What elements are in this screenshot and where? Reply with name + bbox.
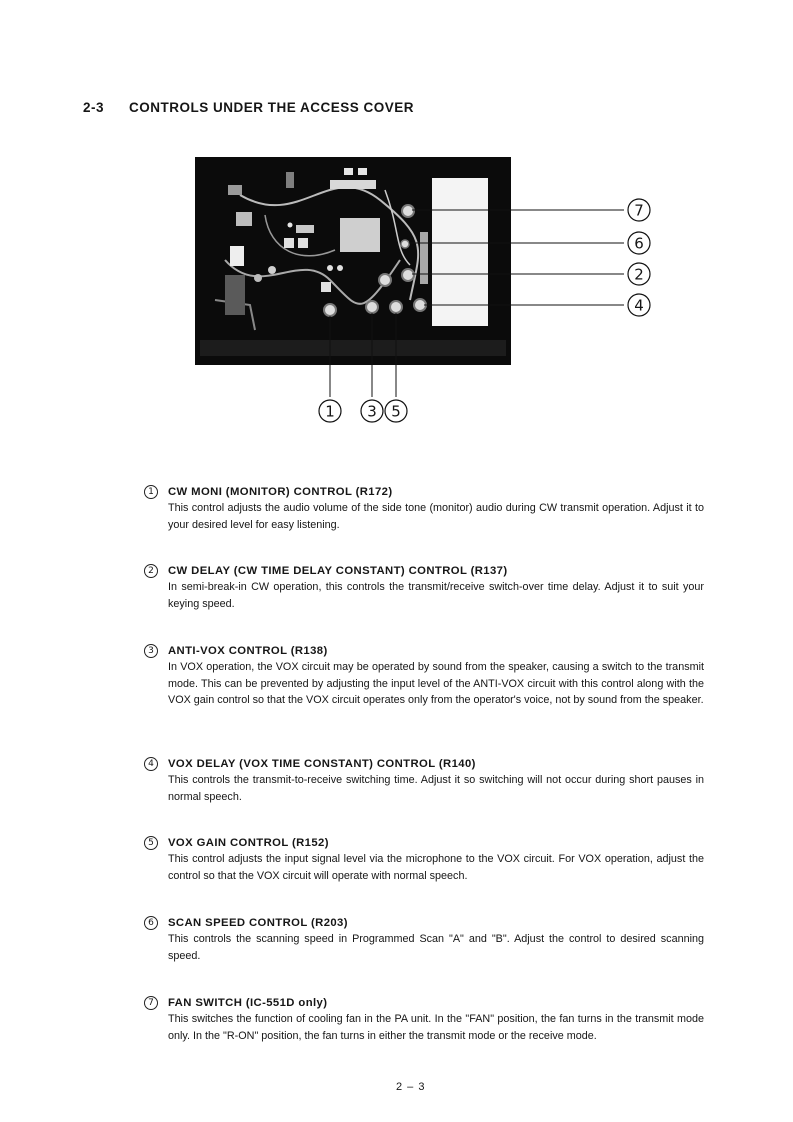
item-description: In VOX operation, the VOX circuit may be operated by sound from the speaker, causing a switch to the transmit mode. This can be prevented by adjusting the input level of the ANTI-VOX circuit with this control along with the VOX gain control so that the VOX circuit operates only from the operator's voice, not by sound from the speaker. [168,661,704,706]
item-description: This switches the function of cooling fan in the PA unit. In the "FAN" position, the fan turns in the transmit mode only. In the "R-ON" position, the fan turns in either the transmit mode or the receive mode. [168,1013,704,1042]
item-number: 5 [144,836,158,850]
control-item-scan-speed [144,915,704,964]
callout-1 [319,400,341,422]
item-description: In semi-break-in CW operation, this controls the transmit/receive switch-over time delay. Adjust it to suit your keying speed. [168,581,704,610]
callout-6 [628,232,650,254]
section-title: CONTROLS UNDER THE ACCESS COVER [129,100,415,115]
callout-5 [385,400,407,422]
callout-3 [361,400,383,422]
item-description: This control adjusts the input signal level via the microphone to the VOX circuit. For VOX operation, adjust the control so that the VOX circuit will operate with normal speech. [168,853,704,882]
chassis-photo [195,157,511,365]
item-description: This controls the scanning speed in Programmed Scan "A" and "B". Adjust the control to desired scanning speed. [168,933,704,962]
item-title: CW MONI (MONITOR) CONTROL (R172) [168,486,393,498]
access-cover-figure [0,0,793,440]
control-item-cw-delay [144,563,704,612]
section-number: 2-3 [83,100,105,115]
item-number: 2 [144,564,158,578]
control-item-fan-switch [144,995,704,1044]
item-description: This control adjusts the audio volume of the side tone (monitor) audio during CW transmit operation. Adjust it to your desired level for easy listening. [168,502,704,531]
item-number: 6 [144,916,158,930]
callout-7 [628,199,650,221]
callout-1-label: 1 [325,402,335,421]
callout-2 [628,263,650,285]
item-title: ANTI-VOX CONTROL (R138) [168,645,328,657]
callout-7-label: 7 [634,201,644,220]
item-number: 7 [144,996,158,1010]
item-title: SCAN SPEED CONTROL (R203) [168,917,348,929]
control-item-vox-gain [144,835,704,884]
callout-6-label: 6 [634,234,644,253]
item-title: CW DELAY (CW TIME DELAY CONSTANT) CONTROL (R137) [168,565,508,577]
item-number: 3 [144,644,158,658]
page-number: 2 – 3 [396,1081,426,1093]
control-item-cw-moni [144,484,704,533]
item-description: This controls the transmit-to-receive switching time. Adjust it so switching will not occur during short pauses in normal speech. [168,774,704,803]
control-item-vox-delay [144,756,704,805]
item-title: FAN SWITCH (IC-551D only) [168,997,328,1009]
control-item-anti-vox [144,643,704,709]
callout-5-label: 5 [391,402,401,421]
callout-2-label: 2 [634,265,644,284]
callout-4 [628,294,650,316]
item-number: 4 [144,757,158,771]
item-title: VOX DELAY (VOX TIME CONSTANT) CONTROL (R140) [168,758,476,770]
item-title: VOX GAIN CONTROL (R152) [168,837,329,849]
item-number: 1 [144,485,158,499]
callout-3-label: 3 [367,402,377,421]
callout-4-label: 4 [634,296,644,315]
